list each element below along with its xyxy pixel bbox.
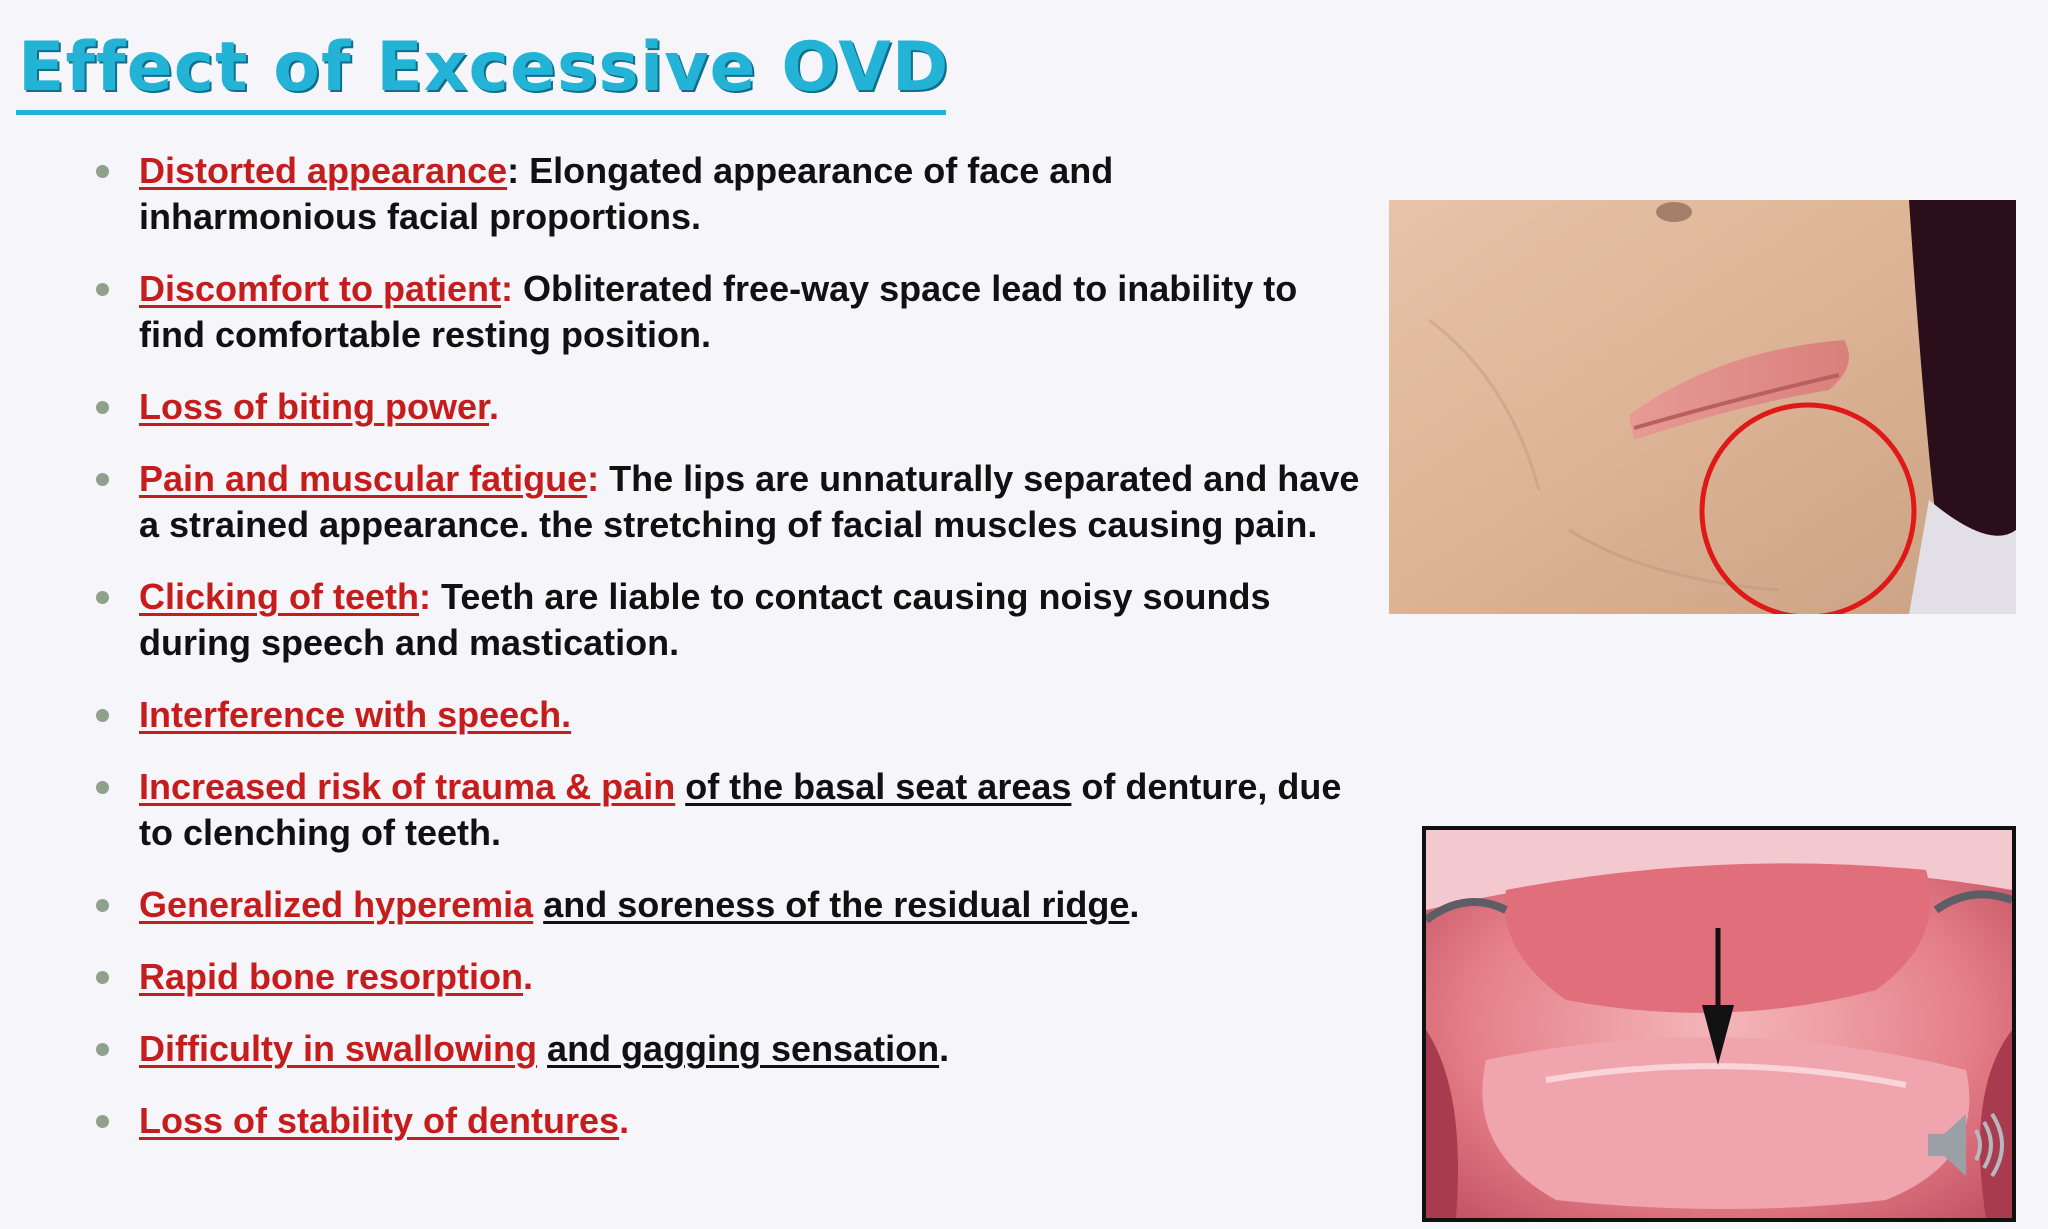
bullet-separator: : bbox=[507, 150, 530, 191]
face-photo bbox=[1389, 200, 2016, 614]
bullet-term: Rapid bone resorption bbox=[139, 956, 524, 997]
bullet-item bbox=[90, 384, 1360, 430]
bullet-dot-icon bbox=[96, 1115, 109, 1128]
bullet-term: Difficulty in swallowing bbox=[139, 1028, 538, 1069]
bullet-list bbox=[90, 148, 1360, 1170]
bullet-underlined-text: and gagging sensation bbox=[547, 1028, 940, 1069]
speaker-icon[interactable] bbox=[1918, 1100, 2018, 1190]
bullet-separator bbox=[533, 884, 543, 925]
bullet-dot-icon bbox=[96, 165, 109, 178]
bullet-separator: : bbox=[419, 576, 442, 617]
bullet-term: Discomfort to patient bbox=[139, 268, 502, 309]
bullet-dot-icon bbox=[96, 899, 109, 912]
bullet-item bbox=[90, 456, 1360, 548]
bullet-text: The lips are unnaturally separated and have a strained appearance. the stretching of facial muscles causing pain. bbox=[139, 458, 1360, 545]
bullet-dot-icon bbox=[96, 971, 109, 984]
bullet-item bbox=[90, 1098, 1360, 1144]
bullet-term: Generalized hyperemia bbox=[139, 884, 534, 925]
bullet-separator: . bbox=[619, 1100, 630, 1141]
bullet-term: Pain and muscular fatigue bbox=[139, 458, 588, 499]
bullet-dot-icon bbox=[96, 591, 109, 604]
bullet-text: Elongated appearance of face and inharmonious facial proportions. bbox=[139, 150, 1114, 237]
bullet-text: . bbox=[1129, 884, 1140, 925]
bullet-text: Obliterated free-way space lead to inability to find comfortable resting position. bbox=[139, 268, 1298, 355]
bullet-item bbox=[90, 266, 1360, 358]
bullet-dot-icon bbox=[96, 401, 109, 414]
bullet-separator: . bbox=[523, 956, 534, 997]
bullet-item bbox=[90, 148, 1360, 240]
bullet-item bbox=[90, 954, 1360, 1000]
bullet-text: Teeth are liable to contact causing noisy sounds during speech and mastication. bbox=[139, 576, 1271, 663]
bullet-text: of denture, due to clenching of teeth. bbox=[139, 766, 1342, 853]
bullet-term: Distorted appearance bbox=[139, 150, 508, 191]
bullet-term: Loss of biting power bbox=[139, 386, 489, 427]
slide-title: Effect of Excessive OVD bbox=[18, 28, 950, 107]
bullet-text: . bbox=[939, 1028, 950, 1069]
bullet-item bbox=[90, 764, 1360, 856]
bullet-item bbox=[90, 574, 1360, 666]
bullet-underlined-text: of the basal seat areas bbox=[685, 766, 1072, 807]
bullet-dot-icon bbox=[96, 473, 109, 486]
bullet-item bbox=[90, 1026, 1360, 1072]
bullet-term: Increased risk of trauma & pain bbox=[139, 766, 676, 807]
bullet-separator bbox=[537, 1028, 547, 1069]
bullet-separator: : bbox=[501, 268, 524, 309]
bullet-term: Interference with speech. bbox=[139, 694, 572, 735]
bullet-item bbox=[90, 692, 1360, 738]
bullet-underlined-text: and soreness of the residual ridge bbox=[543, 884, 1130, 925]
face-photo-image bbox=[1389, 200, 2016, 614]
bullet-separator: : bbox=[587, 458, 610, 499]
bullet-item bbox=[90, 882, 1360, 928]
title-underline bbox=[16, 110, 946, 115]
bullet-term: Loss of stability of dentures bbox=[139, 1100, 620, 1141]
bullet-separator bbox=[675, 766, 685, 807]
bullet-dot-icon bbox=[96, 1043, 109, 1056]
bullet-dot-icon bbox=[96, 781, 109, 794]
bullet-term: Clicking of teeth bbox=[139, 576, 420, 617]
bullet-dot-icon bbox=[96, 283, 109, 296]
bullet-dot-icon bbox=[96, 709, 109, 722]
bullet-separator: . bbox=[489, 386, 500, 427]
